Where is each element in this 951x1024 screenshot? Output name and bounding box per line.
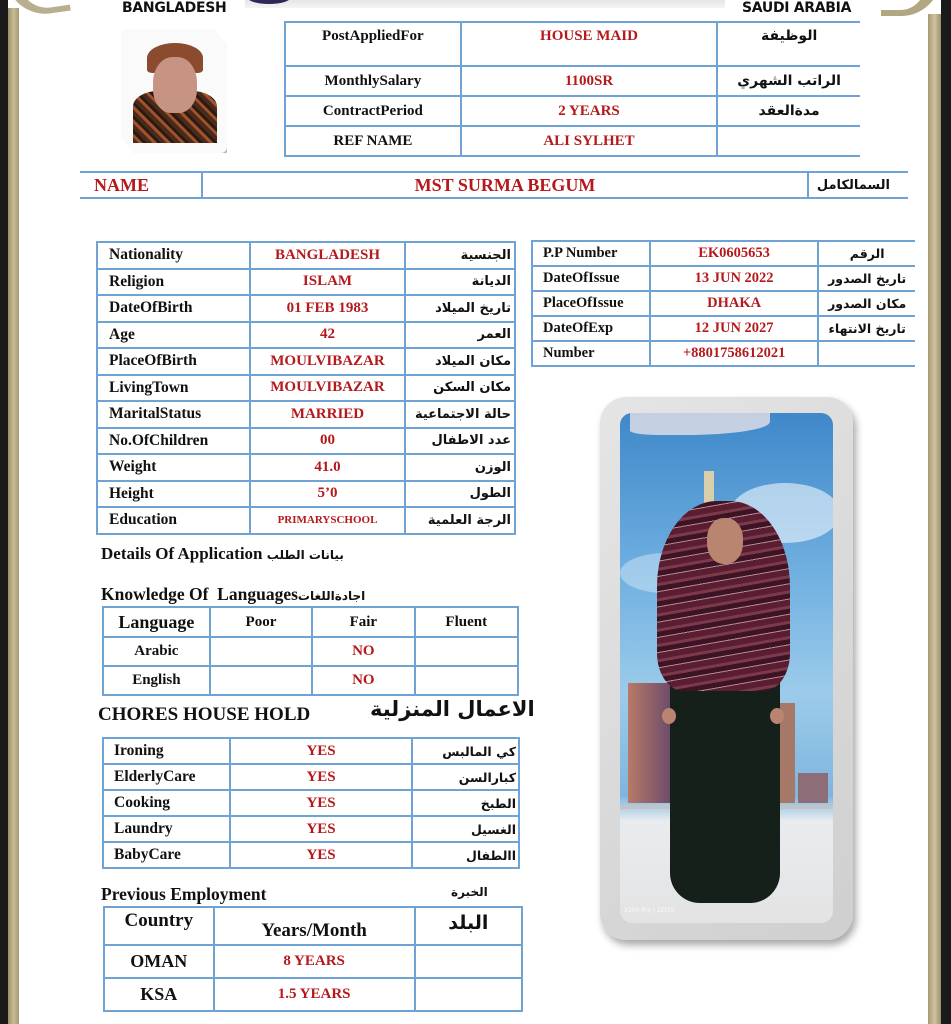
chore-value: YES bbox=[230, 816, 413, 842]
previous-employment-table bbox=[103, 906, 523, 1012]
post-applied-arabic: الوظيفة bbox=[717, 22, 860, 66]
table-row bbox=[97, 401, 515, 428]
chores-table bbox=[102, 737, 520, 869]
children-arabic: عدد الاطفال bbox=[405, 428, 515, 455]
table-row bbox=[97, 295, 515, 322]
details-arabic: بيانات الطلب bbox=[266, 548, 344, 562]
table-row bbox=[285, 126, 860, 156]
employment-extra bbox=[415, 978, 522, 1011]
height-value: 5’0 bbox=[250, 481, 404, 508]
language-name: English bbox=[103, 666, 210, 695]
employment-extra bbox=[415, 945, 522, 978]
height-arabic: الطول bbox=[405, 481, 515, 508]
ref-name-label: REF NAME bbox=[285, 126, 461, 156]
age-arabic: العمر bbox=[405, 322, 515, 349]
employment-country: KSA bbox=[104, 978, 214, 1011]
salary-label: MonthlySalary bbox=[285, 66, 461, 96]
dob-arabic: تاريخ الميلاد bbox=[405, 295, 515, 322]
marital-status-value: MARRIED bbox=[250, 401, 404, 428]
language-fluent bbox=[415, 637, 519, 666]
weight-arabic: الوزن bbox=[405, 454, 515, 481]
previous-employment-arabic: الخبرة bbox=[451, 885, 488, 899]
chore-label: BabyCare bbox=[103, 842, 230, 868]
table-row bbox=[80, 172, 908, 198]
contract-arabic: مدةالعقد bbox=[717, 96, 860, 126]
language-fair: NO bbox=[312, 666, 414, 695]
destination-country: SAUDI ARABIA bbox=[742, 0, 852, 16]
previous-employment-heading: Previous Employment bbox=[101, 884, 267, 904]
passport-table bbox=[531, 240, 915, 367]
expiry-date-arabic: تاريخ الانتهاء bbox=[818, 316, 915, 341]
chore-arabic: الغسيل bbox=[412, 816, 519, 842]
place-of-birth-arabic: مكان الميلاد bbox=[405, 348, 515, 375]
table-row bbox=[532, 241, 915, 266]
pp-number-value: EK0605653 bbox=[650, 241, 819, 266]
header-fair: Fair bbox=[312, 607, 414, 637]
dob-value: 01 FEB 1983 bbox=[250, 295, 404, 322]
issue-place-arabic: مكان الصدور bbox=[818, 291, 915, 316]
age-label: Age bbox=[97, 322, 250, 349]
table-row bbox=[103, 738, 519, 764]
education-label: Education bbox=[97, 507, 250, 534]
chore-value: YES bbox=[230, 790, 413, 816]
job-table bbox=[284, 21, 860, 157]
marital-status-arabic: حالة الاجتماعية bbox=[405, 401, 515, 428]
religion-value: ISLAM bbox=[250, 269, 404, 296]
chore-arabic: كي المالبس bbox=[412, 738, 519, 764]
table-row bbox=[104, 945, 522, 978]
language-poor bbox=[210, 637, 312, 666]
religion-label: Religion bbox=[97, 269, 250, 296]
living-town-label: LivingTown bbox=[97, 375, 250, 402]
employment-duration: 1.5 YEARS bbox=[214, 978, 415, 1011]
header-country-arabic: البلد bbox=[415, 907, 522, 945]
table-row bbox=[97, 454, 515, 481]
language-name: Arabic bbox=[103, 637, 210, 666]
languages-heading: Knowledge Of Languagesاجادةاللغات bbox=[101, 584, 366, 604]
pp-number-label: P.P Number bbox=[532, 241, 650, 266]
passport-photo bbox=[121, 29, 227, 153]
table-row bbox=[532, 291, 915, 316]
table-row bbox=[97, 375, 515, 402]
contract-label: ContractPeriod bbox=[285, 96, 461, 126]
header-country: Country bbox=[104, 907, 214, 945]
table-row bbox=[97, 481, 515, 508]
camera-watermark: X200 Pro | ZEISS bbox=[624, 907, 675, 914]
phone-number-arabic bbox=[818, 341, 915, 366]
employment-duration: 8 YEARS bbox=[214, 945, 415, 978]
table-header-row bbox=[104, 907, 522, 945]
full-name-value: MST SURMA BEGUM bbox=[202, 172, 808, 198]
name-label: NAME bbox=[80, 172, 202, 198]
employment-country: OMAN bbox=[104, 945, 214, 978]
chore-label: Ironing bbox=[103, 738, 230, 764]
table-row bbox=[97, 242, 515, 269]
living-town-arabic: مكان السكن bbox=[405, 375, 515, 402]
table-row bbox=[285, 96, 860, 126]
chore-value: YES bbox=[230, 764, 413, 790]
table-row bbox=[97, 428, 515, 455]
post-applied-label: PostAppliedFor bbox=[285, 22, 461, 66]
airplane-graphic bbox=[630, 413, 770, 435]
chore-arabic: االطفال bbox=[412, 842, 519, 868]
details-of-application-heading: Details Of Application بيانات الطلب bbox=[101, 544, 344, 563]
screen-edge-right bbox=[941, 0, 951, 1024]
salary-value: 1100SR bbox=[461, 66, 717, 96]
issue-date-value: 13 JUN 2022 bbox=[650, 266, 819, 291]
place-of-birth-label: PlaceOfBirth bbox=[97, 348, 250, 375]
living-town-value: MOULVIBAZAR bbox=[250, 375, 404, 402]
name-arabic: السمالكامل bbox=[808, 172, 908, 198]
table-row bbox=[285, 66, 860, 96]
table-row bbox=[97, 322, 515, 349]
age-value: 42 bbox=[250, 322, 404, 349]
table-row bbox=[532, 341, 915, 366]
children-label: No.OfChildren bbox=[97, 428, 250, 455]
chores-arabic-heading: الاعمال المنزلية bbox=[370, 697, 535, 721]
phone-number-value: +8801758612021 bbox=[650, 341, 819, 366]
nationality-value: BANGLADESH bbox=[250, 242, 404, 269]
nationality-arabic: الجنسية bbox=[405, 242, 515, 269]
header-fluent: Fluent bbox=[415, 607, 519, 637]
decorative-frame-right bbox=[928, 14, 941, 1024]
origin-country: BANGLADESH bbox=[122, 0, 227, 16]
table-row bbox=[532, 266, 915, 291]
chore-label: Laundry bbox=[103, 816, 230, 842]
ref-name-value: ALI SYLHET bbox=[461, 126, 717, 156]
weight-value: 41.0 bbox=[250, 454, 404, 481]
chore-value: YES bbox=[230, 738, 413, 764]
place-of-birth-value: MOULVIBAZAR bbox=[250, 348, 404, 375]
table-row bbox=[103, 764, 519, 790]
table-row bbox=[97, 269, 515, 296]
screen-edge-left bbox=[0, 0, 8, 1024]
children-value: 00 bbox=[250, 428, 404, 455]
language-poor bbox=[210, 666, 312, 695]
table-header-row bbox=[103, 607, 518, 637]
issue-date-arabic: تاريخ الصدور bbox=[818, 266, 915, 291]
chore-value: YES bbox=[230, 842, 413, 868]
issue-date-label: DateOfIssue bbox=[532, 266, 650, 291]
religion-arabic: الديانة bbox=[405, 269, 515, 296]
header-poor: Poor bbox=[210, 607, 312, 637]
table-row bbox=[532, 316, 915, 341]
ref-name-arabic bbox=[717, 126, 860, 156]
table-row bbox=[97, 348, 515, 375]
table-row bbox=[97, 507, 515, 534]
marital-status-label: MaritalStatus bbox=[97, 401, 250, 428]
languages-table bbox=[102, 606, 519, 696]
table-row bbox=[103, 666, 518, 695]
phone-number-label: Number bbox=[532, 341, 650, 366]
education-arabic: الرجة العلمية bbox=[405, 507, 515, 534]
chore-label: ElderlyCare bbox=[103, 764, 230, 790]
contract-value: 2 YEARS bbox=[461, 96, 717, 126]
table-row bbox=[103, 790, 519, 816]
full-body-photo bbox=[620, 413, 833, 923]
personal-details-table bbox=[96, 241, 516, 535]
languages-arabic: اجادةاللغات bbox=[297, 589, 366, 603]
language-fluent bbox=[415, 666, 519, 695]
expiry-date-label: DateOfExp bbox=[532, 316, 650, 341]
chores-heading: CHORES HOUSE HOLD bbox=[98, 704, 311, 725]
table-row bbox=[103, 816, 519, 842]
table-row bbox=[285, 22, 860, 66]
chore-arabic: كبارالسن bbox=[412, 764, 519, 790]
issue-place-value: DHAKA bbox=[650, 291, 819, 316]
header-band bbox=[245, 0, 725, 8]
post-applied-value: HOUSE MAID bbox=[461, 22, 717, 66]
nationality-label: Nationality bbox=[97, 242, 250, 269]
salary-arabic: الراتب الشهري bbox=[717, 66, 860, 96]
table-row bbox=[103, 637, 518, 666]
header-language: Language bbox=[103, 607, 210, 637]
decorative-frame-left bbox=[8, 8, 19, 1024]
table-row bbox=[103, 842, 519, 868]
name-table bbox=[80, 171, 908, 199]
education-value: PRIMARYSCHOOL bbox=[250, 507, 404, 534]
expiry-date-value: 12 JUN 2027 bbox=[650, 316, 819, 341]
language-fair: NO bbox=[312, 637, 414, 666]
pp-number-arabic: الرقم bbox=[818, 241, 915, 266]
weight-label: Weight bbox=[97, 454, 250, 481]
header-duration: Years/Month bbox=[214, 907, 415, 945]
height-label: Height bbox=[97, 481, 250, 508]
chore-label: Cooking bbox=[103, 790, 230, 816]
table-row bbox=[104, 978, 522, 1011]
chore-arabic: الطبخ bbox=[412, 790, 519, 816]
dob-label: DateOfBirth bbox=[97, 295, 250, 322]
issue-place-label: PlaceOfIssue bbox=[532, 291, 650, 316]
